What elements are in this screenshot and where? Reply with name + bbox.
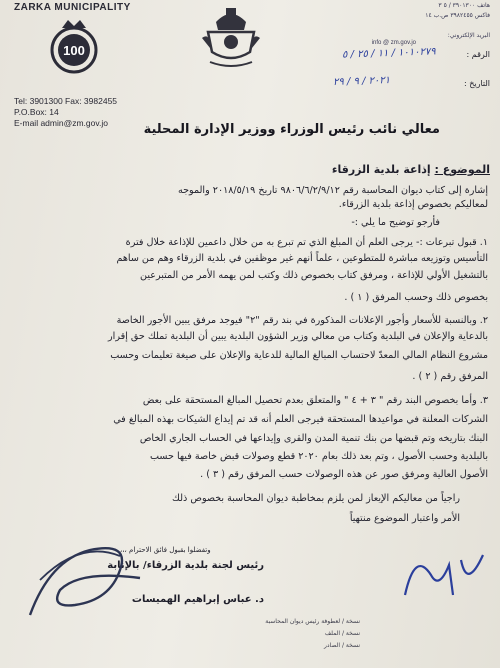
body-line: ١. قبول تبرعات :- يرجى العلم أن المبلغ الذي تم تبرع به من خلال داعمين للإذاعة خلال فترة [125,237,488,248]
body-line: البنك بتاريخه وتم قبضها من بنك تنمية المدن والقرى وإيداعها في الحساب الجاري الخاص [139,433,488,444]
email-value: info @ zm.gov.jo [371,40,416,46]
org-name-en: ZARKA MUNICIPALITY [14,2,131,13]
signatory-name: د. عباس إبراهيم الهميسات [131,594,264,605]
subject-label: الموضوع : [434,163,490,176]
body-line: ٢. وبالنسبة للأسعار وأجور الإعلانات المذكورة في بند رقم "٢" فيوجد مرفق يبين الأجور الخاصة [116,315,488,326]
contact-po-box: P.O.Box: 14 [14,107,59,117]
closing-phrase: وتفضلوا بقبول فائق الاحترام ،،، [120,546,211,554]
letter-date: ٢٠٢١ / ٩ / ٢٩ [332,75,391,88]
subject-line [332,163,490,176]
cc-line: نسخة / الصادر [323,642,360,649]
phone-ar: هاتف ٣٩٠١٣٠٠ / ٥ ٣ [438,2,490,9]
addressee: معالي نائب رئيس الوزراء ووزير الإدارة المحلية [143,122,440,137]
ref-number: ١٠١٠٢٧٩ / ١١ / ٢٥ / ٥ [342,46,437,61]
body-line: الأمر واعتبار الموضوع منتهياً [349,513,460,524]
body-line: التأسيس وتوزيعه مباشرة للمتطوعين ، علماً أنهم غير موظفين في بلدية الزرقاء وهم من ساهم [116,253,488,264]
cc-line: نسخة / لعطوفة رئيس ديوان المحاسبة [265,618,360,625]
body-line: بالدعاية والإعلان في البلدية وكتاب من معالي وزير الشؤون البلدية يبين أن البلدية تملك حق إقرار [108,331,488,342]
fax-ar: فاكس ٣٩٨٢٤٥٥ ص.ب ١٤ [425,12,490,19]
body-line: راجياً من معاليكم الإيعاز لمن يلزم بمخاطبة ديوان المحاسبة بخصوص ذلك [172,493,460,504]
body-line: إشارة إلى كتاب ديوان المحاسبة رقم ٩٨٠٦/٦/٢/٩/١٢ تاريخ ٢٠١٨/٥/١٩ والموجه [177,185,488,196]
centennial-logo [44,16,104,76]
ref-label: الرقم : [466,50,490,59]
body-line: بالتشغيل الأولي للإذاعة ، ومرفق كتاب بخصوص ذلك وكتب لمن يهمه الأمر من المتبرعين [140,270,488,281]
contact-email: E-mail admin@zm.gov.jo [14,118,108,128]
contact-tel: Tel: 3901300 Fax: 3982455 [14,96,118,106]
body-line: لمعاليكم بخصوص إذاعة بلدية الزرقاء. [338,199,488,210]
body-line: مشروع النظام المالي المعدّ لاحتساب المبالغ المالية للدعاية والإعلان على صيغة تعليمات وحسب [110,350,488,361]
date-label: التاريخ : [463,79,490,88]
body-line: بخصوص ذلك وحسب المرفق ( ١ ) . [344,292,488,303]
body-line: الشركات المعلنة في مواعيدها المستحقة فيرجى العلم أنه قد تم إيداع الشيكات بهذه المبالغ في [113,414,488,425]
cc-line: نسخة / الملف [324,630,360,637]
body-line: ٣. وأما بخصوص البند رقم " ٣ + ٤ " والمتعلق بعدم تحصيل المبالغ المستحقة على بعض [142,395,488,406]
subject-text: إذاعة بلدية الزرقاء [331,163,431,176]
body-line: بالبلدية وحسب الأصول ، وتم بعد ذلك بعام ٢٠٢٠ قطع وصولات قبض خاصة فيها حسب [150,451,488,462]
initials-signature [395,535,495,610]
email-label-ar: البريد الإلكتروني: [447,32,490,39]
body-line: فأرجو توضيح ما يلي :- [351,217,440,228]
logo-text: 100 [63,43,85,58]
body-line: الأصول العالية ومرفق صور عن هذه الوصولات حسب المرفق رقم ( ٣ ) . [200,469,488,480]
signatory-title: رئيس لجنة بلدية الزرقاء/ بالإنابة [107,560,264,571]
body-line: المرفق رقم ( ٢ ) . [412,371,488,382]
jordan-crest-icon [196,2,266,72]
handwritten-signature [20,520,170,630]
